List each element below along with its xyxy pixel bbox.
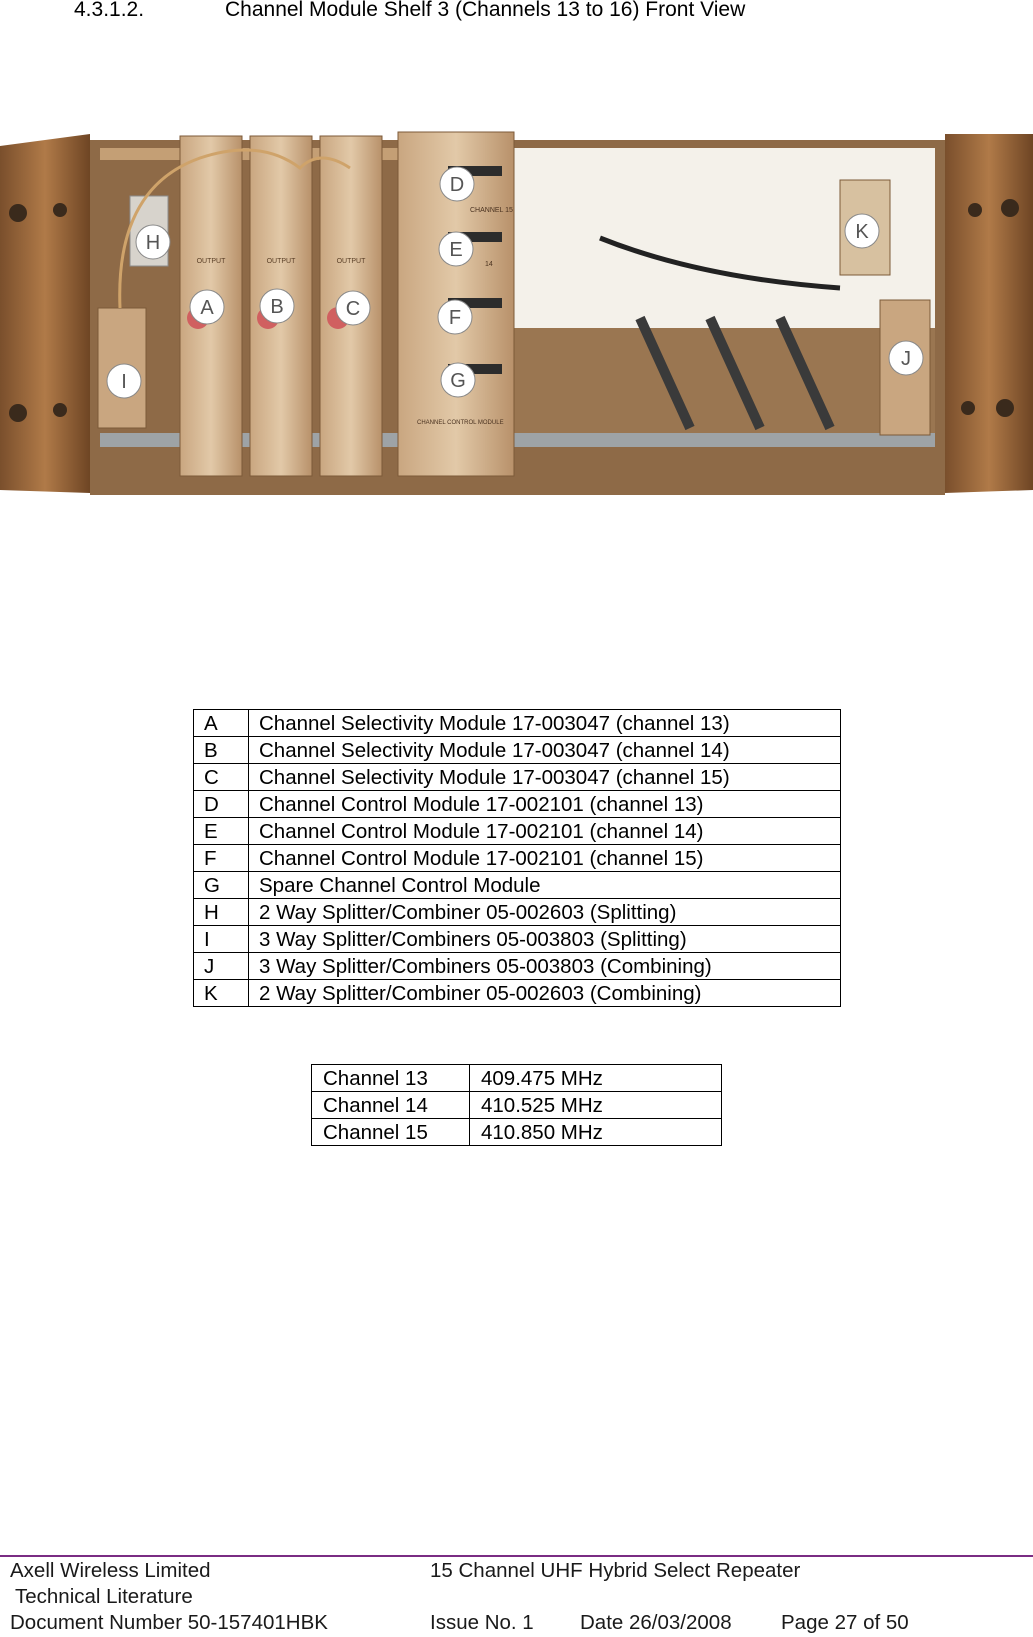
callout-h [136,225,170,259]
callout-letter-e: E [449,239,463,261]
legend-key: C [194,764,249,791]
screw [53,403,67,417]
channel-frequency: 410.525 MHz [470,1092,722,1119]
screw [9,204,27,222]
output-label: OUTPUT [336,258,366,265]
legend-description: Channel Control Module 17-002101 (channel 14) [249,818,841,845]
screw [996,399,1014,417]
output-label: OUTPUT [266,258,296,265]
legend-description: Channel Control Module 17-002101 (channel 13) [249,791,841,818]
footer-date: Date 26/03/2008 [580,1611,732,1634]
callout-g [441,363,475,397]
callout-k [845,214,879,248]
screw [1001,199,1019,217]
legend-description: 2 Way Splitter/Combiner 05-002603 (Splitting) [249,899,841,926]
legend-description: Channel Selectivity Module 17-003047 (channel 15) [249,764,841,791]
legend-key: E [194,818,249,845]
left-mounting-ear [0,134,90,493]
legend-description: Channel Selectivity Module 17-003047 (channel 14) [249,737,841,764]
callout-d [440,167,474,201]
callout-letter-c: C [345,298,361,320]
footer-subtitle: Technical Literature [15,1585,193,1608]
legend-key: I [194,926,249,953]
callout-j [889,341,923,375]
legend-key: F [194,845,249,872]
table-row [194,764,841,791]
table-row [194,872,841,899]
footer-page-number: Page 27 of 50 [781,1611,909,1634]
table-row [194,953,841,980]
lower-cavity [490,328,935,433]
channel-control-label: CHANNEL CONTROL MODULE [417,420,504,426]
footer-company: Axell Wireless Limited [10,1559,211,1582]
table-row [312,1065,722,1092]
table-row [194,737,841,764]
legend-key: D [194,791,249,818]
channel-14-label: 14 [485,261,493,268]
repeater-shelf-photo [0,128,1033,518]
screw [968,203,982,217]
footer-divider [0,1555,1033,1557]
screw [961,401,975,415]
legend-key: H [194,899,249,926]
callout-letter-j: J [901,348,911,370]
callout-letter-a: A [200,297,214,319]
callout-letter-k: K [855,221,869,243]
table-row [194,980,841,1007]
section-number: 4.3.1.2. [74,0,145,21]
callout-letter-b: B [270,296,284,318]
callout-letter-f: F [448,307,462,329]
screw [53,203,67,217]
callout-a [190,290,224,324]
callout-c [336,291,370,325]
table-row [194,926,841,953]
screw [9,404,27,422]
section-title: Channel Module Shelf 3 (Channels 13 to 16) Front View [225,0,746,21]
callout-letter-i: I [121,371,127,393]
legend-description: Spare Channel Control Module [249,872,841,899]
legend-key: B [194,737,249,764]
callout-e [439,232,473,266]
table-row [194,899,841,926]
footer-document-number: Document Number 50-157401HBK [10,1611,328,1634]
legend-description: 2 Way Splitter/Combiner 05-002603 (Combining) [249,980,841,1007]
callout-letter-d: D [449,174,465,196]
callout-letter-h: H [145,232,161,254]
table-row [194,791,841,818]
legend-key: K [194,980,249,1007]
callout-i [107,364,141,398]
callout-b [260,289,294,323]
legend-key: J [194,953,249,980]
component-legend-table [193,709,841,1007]
legend-description: Channel Control Module 17-002101 (channel 15) [249,845,841,872]
legend-description: 3 Way Splitter/Combiners 05-003803 (Combining) [249,953,841,980]
callout-letter-g: G [450,370,466,392]
channel-name: Channel 15 [312,1119,470,1146]
callout-f [438,300,472,334]
right-mounting-ear [945,134,1033,493]
channel-frequency: 410.850 MHz [470,1119,722,1146]
channel-frequency: 409.475 MHz [470,1065,722,1092]
channel-name: Channel 13 [312,1065,470,1092]
table-row [312,1119,722,1146]
output-label: OUTPUT [196,258,226,265]
legend-key: A [194,710,249,737]
legend-description: 3 Way Splitter/Combiners 05-003803 (Splitting) [249,926,841,953]
table-row [194,818,841,845]
footer-product: 15 Channel UHF Hybrid Select Repeater [430,1559,801,1582]
table-row [312,1092,722,1119]
footer-issue: Issue No. 1 [430,1611,534,1634]
table-row [194,710,841,737]
legend-key: G [194,872,249,899]
legend-description: Channel Selectivity Module 17-003047 (channel 13) [249,710,841,737]
table-row [194,845,841,872]
channel-name: Channel 14 [312,1092,470,1119]
channel-frequency-table [311,1064,722,1146]
channel-15-label: CHANNEL 15 [470,207,513,214]
